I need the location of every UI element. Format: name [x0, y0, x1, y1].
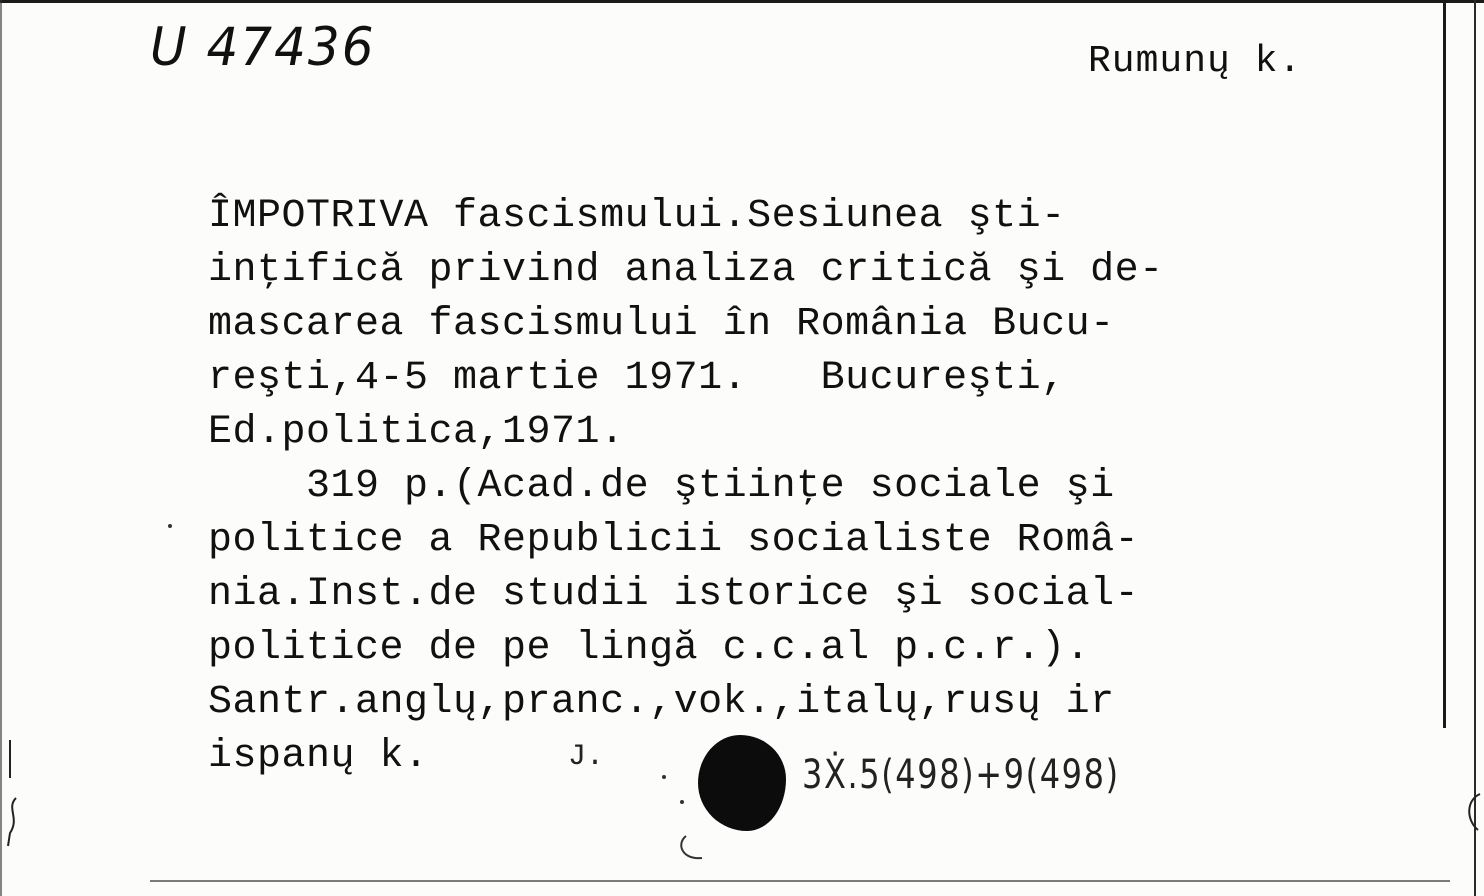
card-edge-top: [0, 0, 1484, 3]
ink-stamp-blob: [698, 735, 786, 831]
entry-line: nia.Inst.de studii istorice şi social-: [208, 572, 1140, 617]
entry-line: ispanų k.: [208, 734, 429, 779]
entry-line: reşti,4-5 martie 1971. Bucureşti,: [208, 356, 1066, 401]
edge-mark-left: [2, 738, 22, 848]
speck: [662, 775, 666, 779]
speck: [680, 800, 684, 804]
speck: [168, 524, 172, 528]
entry-line: Santr.anglų,pranc.,vok.,italų,rusų ir: [208, 680, 1115, 725]
entry-line: inţifică privind analiza critică şi de-: [208, 248, 1164, 293]
inventory-number: U 47436: [150, 16, 376, 78]
shelfmark-handwritten: 3Ẋ.5(498)+9(498): [802, 752, 1120, 798]
language-label: Rumunų k.: [1088, 40, 1303, 83]
entry-line: mascarea fascismului în România Bucu-: [208, 302, 1115, 347]
card-edge-bottom: [150, 880, 1450, 882]
small-mark: J.: [568, 740, 605, 774]
edge-mark-right: [1460, 790, 1484, 850]
bibliographic-entry: [208, 190, 1438, 784]
card-edge-right-outer: [1474, 0, 1476, 896]
entry-line: politice de pe lingă c.c.al p.c.r.).: [208, 626, 1091, 671]
entry-line: ÎMPOTRIVA fascismului.Sesiunea şti-: [208, 194, 1066, 239]
entry-line: 319 p.(Acad.de ştiinţe sociale şi: [208, 464, 1115, 509]
entry-line: politice a Republicii socialiste Româ-: [208, 518, 1140, 563]
card-edge-right: [1443, 0, 1446, 728]
entry-line: Ed.politica,1971.: [208, 410, 625, 455]
pencil-squiggle: [672, 830, 712, 870]
